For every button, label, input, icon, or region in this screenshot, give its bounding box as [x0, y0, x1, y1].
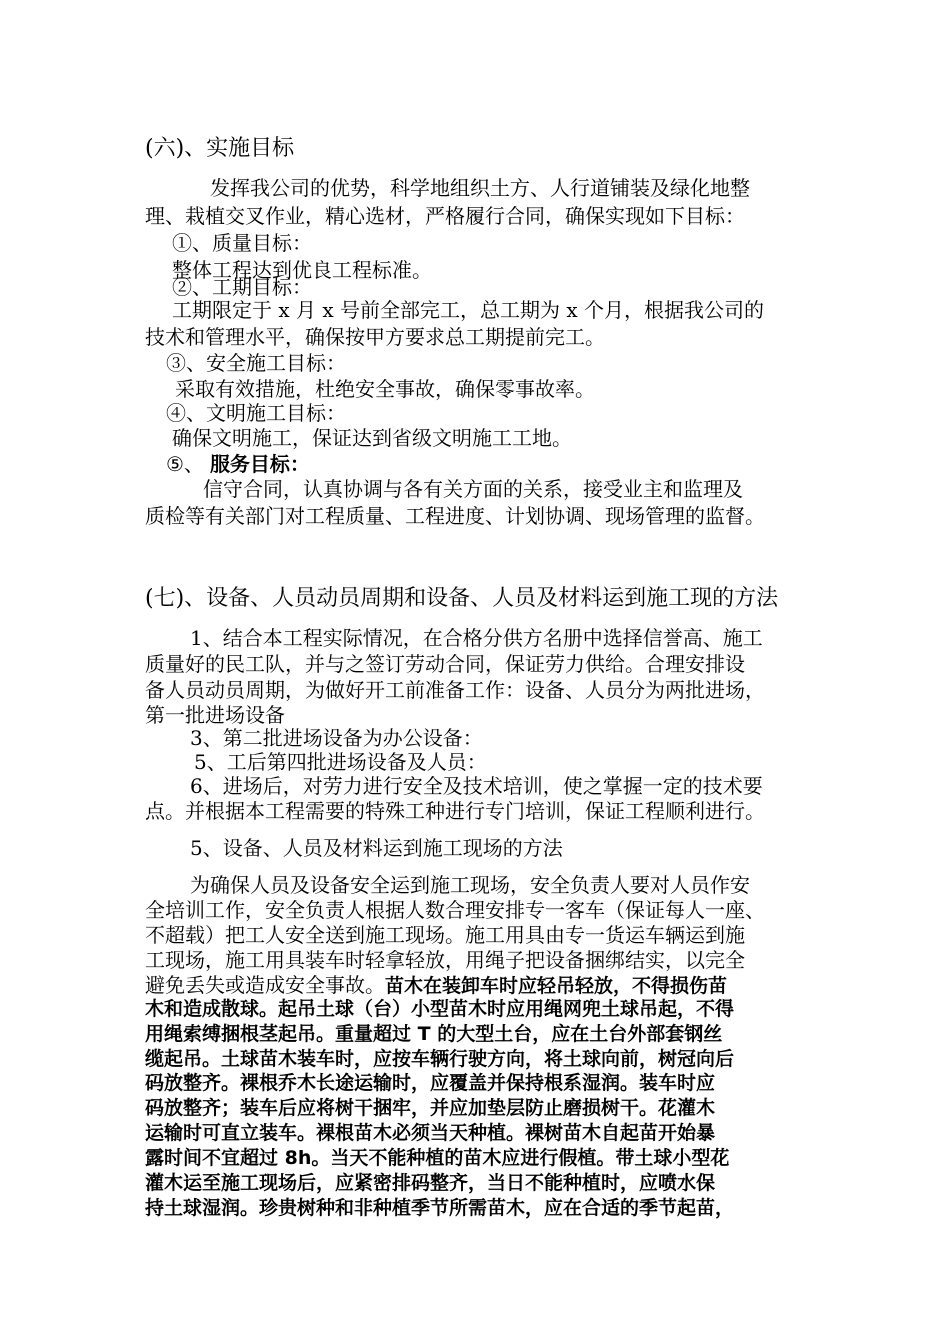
p3-line: 3、第二批进场设备为办公设备： [190, 726, 483, 750]
schedule-goal-text-1: 工期限定于 x 月 x 号前全部完工，总工期为 x 个月，根据我公司的 [172, 298, 764, 322]
service-goal-number: ⑤、 [166, 452, 204, 476]
body-bold-line-8: 灌木运至施工现场后，应紧密排码整齐，当日不能种植时，应喷水保 [145, 1172, 716, 1194]
civil-goal-label: ④、文明施工目标： [166, 401, 346, 425]
p6-line-2: 点。并根据本工程需要的特殊工种进行专门培训，保证工程顺利进行。 [145, 799, 765, 823]
body-line-2: 全培训工作，安全负责人根据人数合理安排专一客车（保证每人一座、 [145, 898, 765, 922]
p1-line-4: 第一批进场设备 [145, 703, 285, 727]
body-bold-line-5: 码放整齐；装车后应将树干捆牢，并应加垫层防止磨损树干。花灌木 [145, 1097, 716, 1119]
service-goal-text-2: 质检等有关部门对工程质量、工程进度、计划协调、现场管理的监督。 [145, 504, 765, 528]
service-goal-text-1: 信守合同，认真协调与各有关方面的关系，接受业主和监理及 [203, 477, 743, 501]
section-7-heading: (七)、设备、人员动员周期和设备、人员及材料运到施工现的方法 [145, 586, 779, 611]
body-line-5-serif: 避免丢失或造成安全事故。 [145, 973, 385, 997]
safety-goal-label: ③、安全施工目标： [166, 351, 346, 375]
quality-goal-label: ①、质量目标： [172, 231, 312, 255]
body-bold-line-3: 缆起吊。土球苗木装车时，应按车辆行驶方向，将土球向前，树冠向后 [145, 1048, 735, 1070]
p1-line-2: 质量好的民工队，并与之签订劳动合同，保证劳力供给。合理安排设 [145, 652, 745, 676]
p1-line-3: 备人员动员周期，为做好开工前准备工作：设备、人员分为两批进场， [145, 678, 765, 702]
safety-goal-text: 采取有效措施，杜绝安全事故，确保零事故率。 [175, 377, 595, 401]
body-bold-line-2: 用绳索缚捆根茎起吊。重量超过 T 的大型土台，应在土台外部套钢丝 [145, 1023, 723, 1045]
intro-line-1: 发挥我公司的优势，科学地组织土方、人行道铺装及绿化地整 [210, 176, 750, 200]
section-6-heading: (六)、实施目标 [145, 136, 295, 161]
intro-line-2: 理、栽植交叉作业，精心选材，严格履行合同，确保实现如下目标： [145, 204, 745, 228]
body-bold-line-9: 持土球湿润。珍贵树种和非种植季节所需苗木，应在合适的季节起苗， [145, 1197, 735, 1219]
body-line-3: 不超载）把工人安全送到施工现场。施工用具由专一货运车辆运到施 [145, 923, 745, 947]
body-line-4: 工现场，施工用具装车时轻拿轻放，用绳子把设备捆绑结实，以完全 [145, 948, 745, 972]
body-line-1: 为确保人员及设备安全运到施工现场，安全负责人要对人员作安 [190, 873, 750, 897]
schedule-goal-label: ②、工期目标： [172, 275, 312, 299]
body-line-5 [145, 975, 727, 996]
body-bold-line-1: 木和造成散球。起吊土球（台）小型苗木时应用绳网兜土球吊起，不得 [145, 998, 735, 1020]
subsection-heading: 5、设备、人员及材料运到施工现场的方法 [190, 836, 563, 860]
civil-goal-text: 确保文明施工，保证达到省级文明施工工地。 [172, 426, 572, 450]
p1-line-1: 1、结合本工程实际情况，在合格分供方名册中选择信誉高、施工 [190, 626, 763, 650]
service-goal-label [166, 454, 310, 474]
body-bold-line-6: 运输时可直立装车。裸根苗木必须当天种植。裸树苗木自起苗开始暴 [145, 1122, 716, 1144]
body-bold-line-4: 码放整齐。裸根乔木长途运输时，应覆盖并保持根系湿润。装车时应 [145, 1072, 716, 1094]
schedule-goal-text-2: 技术和管理水平，确保按甲方要求总工期提前完工。 [145, 325, 605, 349]
service-goal-title: 服务目标： [209, 452, 310, 476]
body-line-5-bold: 苗木在装卸车时应轻吊轻放，不得损伤苗 [385, 975, 728, 997]
p6-line-1: 6、进场后，对劳力进行安全及技术培训，使之掌握一定的技术要 [190, 774, 763, 798]
p5-line: 5、工后第四批进场设备及人员： [194, 750, 487, 774]
quality-goal-text: 整体工程达到优良工程标准。 [172, 258, 432, 282]
body-bold-line-7: 露时间不宜超过 8h。当天不能种植的苗木应进行假植。带土球小型花 [145, 1147, 730, 1169]
